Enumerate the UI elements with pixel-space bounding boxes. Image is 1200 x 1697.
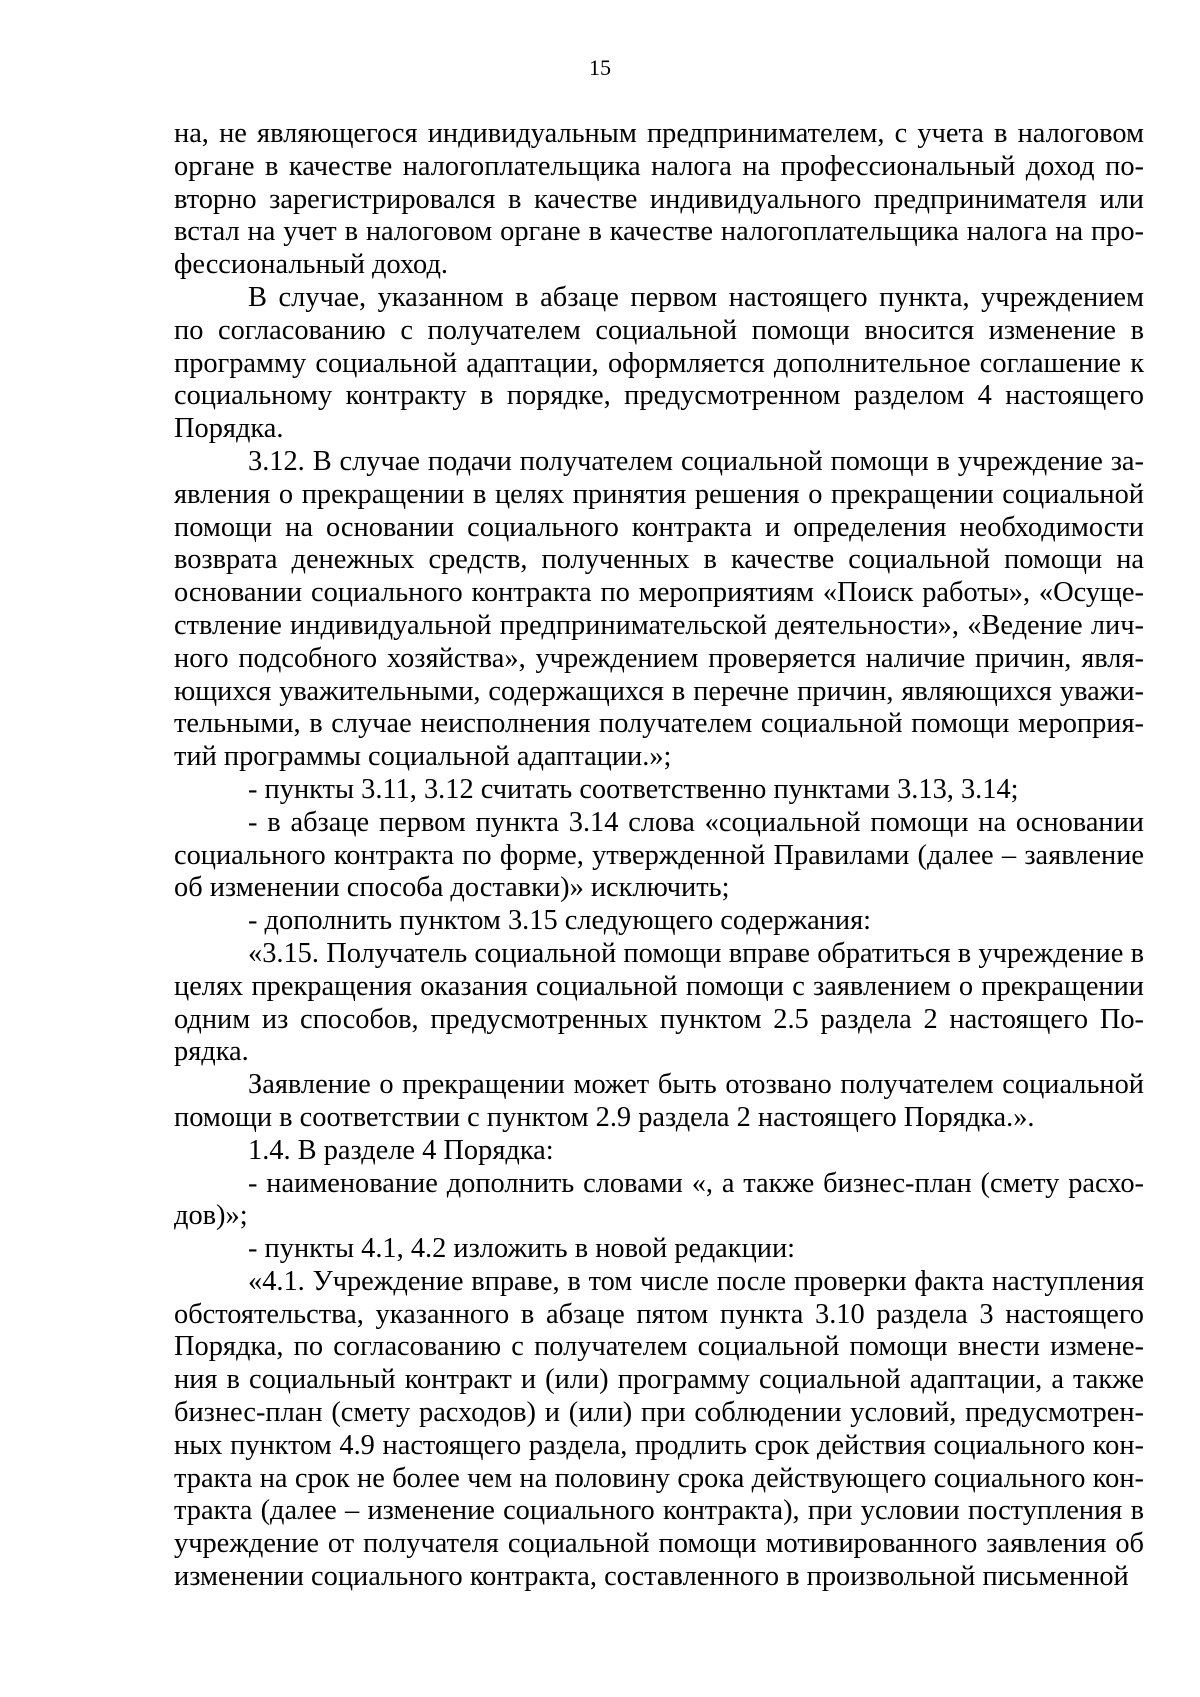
paragraph-10: - наименование дополнить словами «, а также бизнес-план (смету расходов)»; [174,1167,1144,1232]
paragraph-8: Заявление о прекращении может быть отозвано получателем социальной помощи в соответствии с пунктом 2.9 раздела 2 настоящего Порядка.». [174,1069,1144,1133]
paragraph-2: В случае, указанном в абзаце первом настоящего пункта, учреждением по согласованию с получателем социальной помощи вносится изменение в программу социальной адаптации, оформляется дополнительное соглашение к социальному контракту в порядке, предусмотренном разделом 4 настоящего Порядка. [174,281,1144,445]
paragraph-12: «4.1. Учреждение вправе, в том числе после проверки факта наступления обстоятельства, указанного в абзаце пятом пункта 3.10 раздела 3 настоящего Порядка, по согласованию с получателем социальной помощи внести изменения в социальный контракт и (или) программу социальной адаптации, а также бизнес-план (смету расходов) и (или) при соблюдении условий, предусмотренных пунктом 4.9 настоящего раздела, продлить срок действия социального контракта на срок не более чем на половину срока действующего социального контракта (далее – изменение социального контракта), при условии поступления в учреждение от получателя социальной помощи мотивированного заявления об изменении социального контракта, составленного в произвольной письменной [174,1265,1144,1593]
page-number: 15 [589,55,611,80]
paragraph-11: - пункты 4.1, 4.2 изложить в новой редакции: [248,1233,796,1265]
paragraph-7: «3.15. Получатель социальной помощи вправе обратиться в учреждение в целях прекращения оказания социальной помощи с заявлением о прекращении одним из способов, предусмотренных пунктом 2.5 раздела 2 настоящего Порядка. [174,937,1144,1068]
paragraph-3: 3.12. В случае подачи получателем социальной помощи в учреждение заявления о прекращении в целях принятия решения о прекращении социальной помощи на основании социального контракта и определения необходимости возврата денежных средств, полученных в качестве социальной помощи на основании социального контракта по мероприятиям «Поиск работы», «Осуществление индивидуальной предпринимательской деятельности», «Ведение личного подсобного хозяйства», учреждением проверяется наличие причин, являющихся уважительными, содержащихся в перечне причин, являющихся уважительными, в случае неисполнения получателем социальной помощи мероприятий программы социальной адаптации.»; [174,445,1144,773]
paragraph-5: - в абзаце первом пункта 3.14 слова «социальной помощи на основании социального контракта по форме, утвержденной Правилами (далее – заявление об изменении способа доставки)» исключить; [174,806,1144,904]
paragraph-6: - дополнить пунктом 3.15 следующего содержания: [248,905,872,937]
paragraph-9: 1.4. В разделе 4 Порядка: [248,1134,554,1166]
paragraph-4: - пункты 3.11, 3.12 считать соответственно пунктами 3.13, 3.14; [248,773,1019,805]
paragraph-1: на, не являющегося индивидуальным предпринимателем, с учета в налоговом органе в качестве налогоплательщика налога на профессиональный доход повторно зарегистрировался в качестве индивидуального предпринимателя или встал на учет в налоговом органе в качестве налогоплательщика налога на профессиональный доход. [174,118,1144,281]
document-body [174,118,1144,1594]
